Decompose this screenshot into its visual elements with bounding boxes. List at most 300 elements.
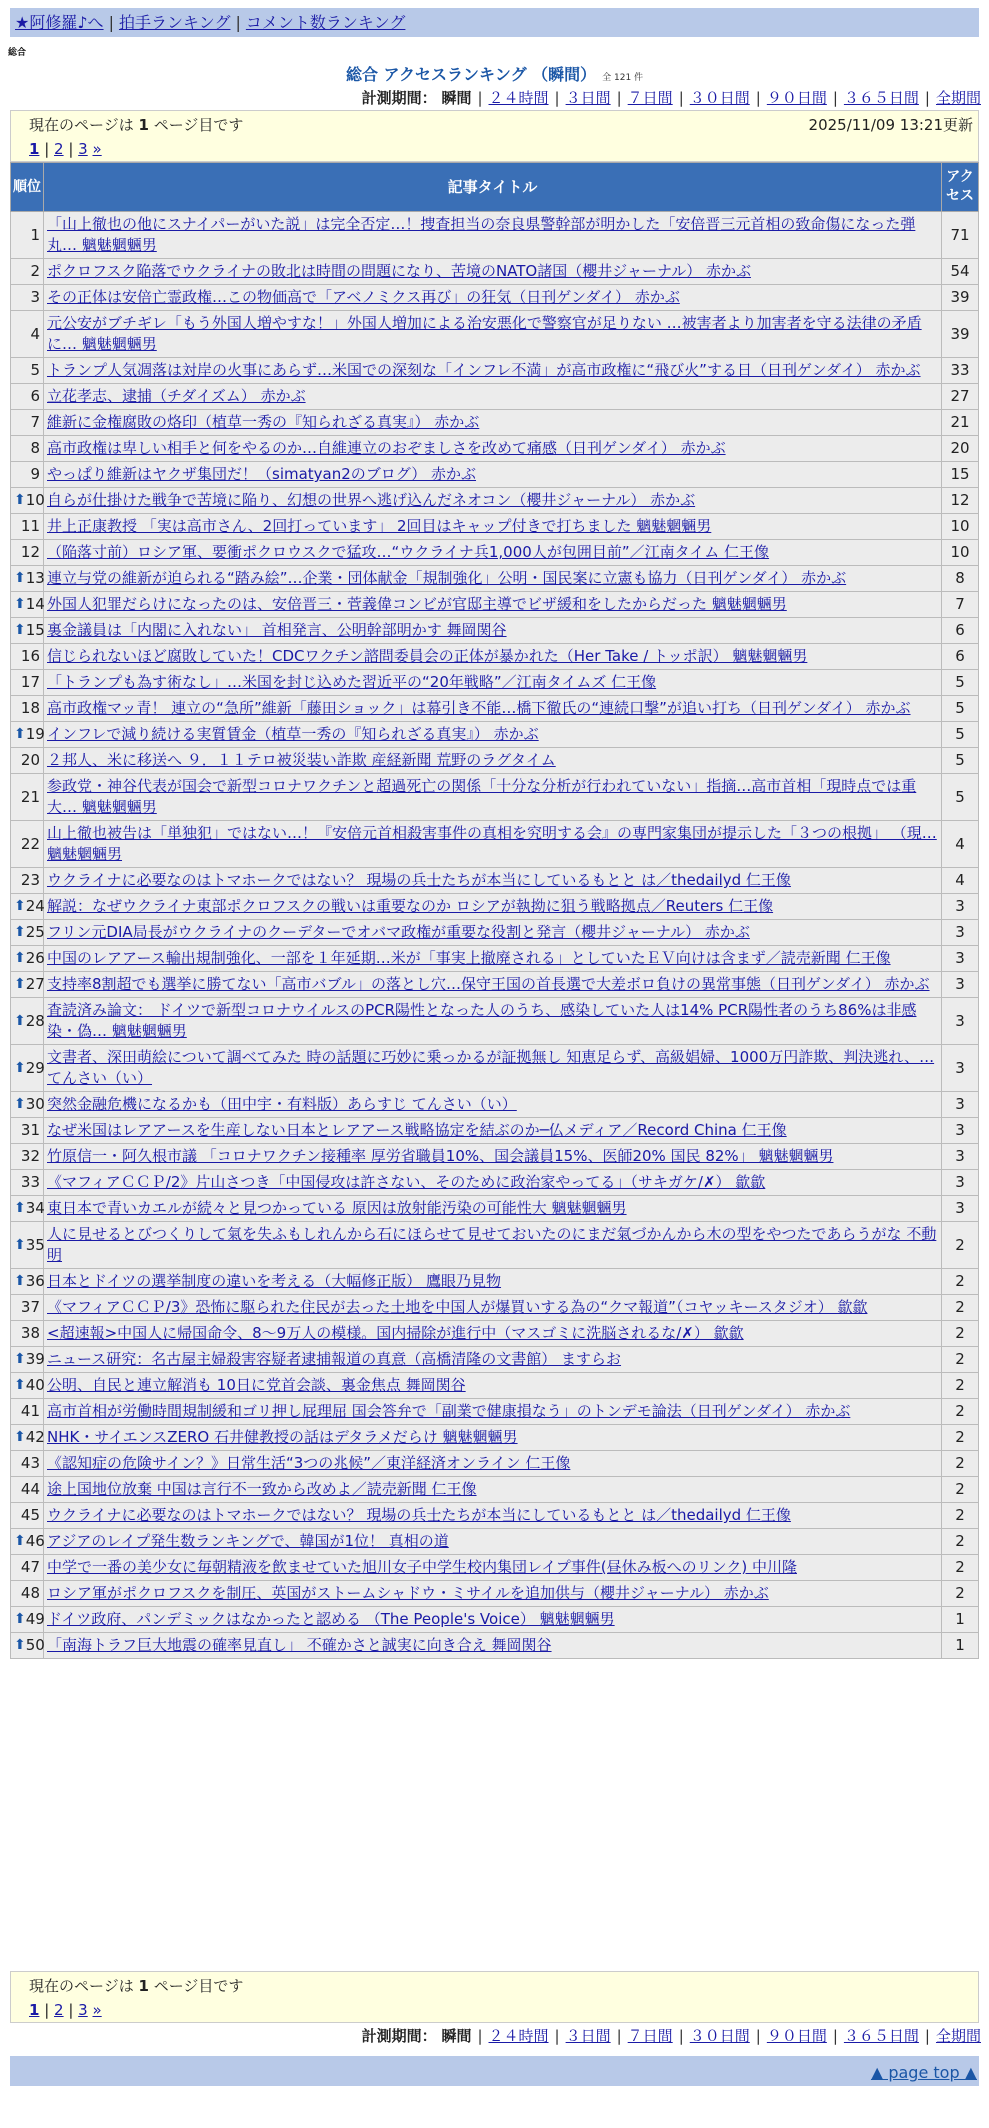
title-cell [44, 1269, 942, 1295]
page-info-top [10, 110, 979, 162]
table-row [11, 1581, 979, 1607]
rank-number: 1 [30, 225, 40, 244]
page-link-2[interactable]: 2 [54, 2001, 64, 2019]
title-cell [44, 1222, 942, 1269]
rank-cell [11, 1399, 44, 1425]
rank-up-arrow-icon: ⬆ [14, 1377, 26, 1393]
rank-cell [11, 1144, 44, 1170]
rank-number: 3 [30, 288, 40, 306]
rank-cell [11, 920, 44, 946]
rank-number: 14 [25, 595, 45, 613]
access-count: 2 [942, 1295, 979, 1321]
rank-cell [11, 1555, 44, 1581]
article-title-link[interactable]: 「山上徹也の他にスナイパーがいた説」は完全否定…！捜査担当の奈良県警幹部が明かした「安倍晋三元首相の致命傷になった弾丸… 魑魅魍魎男 [47, 215, 916, 254]
article-title-link[interactable]: 山上徹也被告は「単独犯」ではない…！『安倍元首相殺害事件の真相を究明する会』の専門家集団が提示した「３つの根拠」 （現… 魑魅魍魎男 [47, 824, 937, 863]
table-row [11, 722, 979, 748]
article-title-link[interactable]: 人に見せるとびつくりして氣を失ふもしれんから石にほらせて見せておいたのにまだ氣づかんから木の型をやつたであらうがな 不動明 [47, 1225, 937, 1264]
access-count: 2 [942, 1321, 979, 1347]
rank-number: 10 [25, 491, 45, 509]
title-cell [44, 1295, 942, 1321]
rank-number: 17 [20, 673, 40, 691]
rank-number: 13 [25, 569, 45, 587]
title-cell [44, 894, 942, 920]
period-link-90d[interactable]: ９０日間 [766, 2027, 827, 2045]
article-title-link[interactable]: ロシア軍がポクロフスクを制圧、英国がストームシャドウ・ミサイルを追加供与（櫻井ジャーナル） 赤かぶ [47, 1584, 769, 1602]
article-title-link[interactable]: 井上正康教授 「実は高市さん、2回打っています」 2回目はキャップ付きで打ちました 魑魅魍魎男 [47, 517, 712, 535]
rank-up-arrow-icon: ⬆ [14, 1236, 26, 1253]
rank-up-arrow-icon: ⬆ [14, 570, 26, 586]
rank-cell [11, 1607, 44, 1633]
rank-cell [11, 514, 44, 540]
table-row [11, 1321, 979, 1347]
page-next-link[interactable]: » [92, 2001, 102, 2019]
access-count: 2 [942, 1477, 979, 1503]
access-count: 27 [942, 384, 979, 410]
table-row [11, 1196, 979, 1222]
title-cell [44, 1399, 942, 1425]
access-count: 2 [942, 1347, 979, 1373]
title-cell [44, 1607, 942, 1633]
table-row [11, 1092, 979, 1118]
table-row [11, 436, 979, 462]
current-page-text-bottom: 現在のページは 1 ページ目です [29, 1977, 244, 1995]
table-row [11, 894, 979, 920]
rank-number: 12 [20, 543, 40, 561]
pagination-bottom: 1 | 2 | 3 » [29, 2001, 102, 2019]
article-title-link[interactable]: 中学で一番の美少女に毎朝精液を飲ませていた旭川女子中学生校内集団レイプ事件(昼休み板へのリンク) 中川隆 [47, 1558, 797, 1576]
rank-cell [11, 259, 44, 285]
article-title-link[interactable]: ウクライナに必要なのはトマホークではない？ 現場の兵士たちが本当にしているもとと は／thedailyd 仁王像 [47, 871, 791, 889]
period-current: 瞬間 [441, 2027, 472, 2045]
access-count: 4 [942, 821, 979, 868]
nav-link-ashura[interactable]: ★阿修羅♪へ [15, 13, 104, 32]
article-title-link[interactable]: 信じられないほど腐敗していた！CDCワクチン諮問委員会の正体が暴かれた（Her Take / トッポ訳） 魑魅魍魎男 [47, 647, 808, 665]
table-row [11, 1425, 979, 1451]
table-row [11, 514, 979, 540]
period-link-30d[interactable]: ３０日間 [689, 89, 750, 107]
rank-cell [11, 972, 44, 998]
title-cell [44, 1118, 942, 1144]
title-cell [44, 972, 942, 998]
title-cell [44, 358, 942, 384]
table-row [11, 868, 979, 894]
table-row [11, 384, 979, 410]
table-row [11, 1295, 979, 1321]
rank-number: 6 [30, 387, 40, 405]
title-cell [44, 1321, 942, 1347]
rank-number: 4 [30, 324, 40, 343]
access-count: 3 [942, 1196, 979, 1222]
article-title-link[interactable]: 文書者、深田萌絵について調べてみた 時の話題に巧妙に乗っかるが証拠無し 知恵足らず、高級娼婦、1000万円詐欺、判決逃れ、… てんさい（い） [47, 1048, 935, 1087]
title-cell [44, 748, 942, 774]
access-count: 3 [942, 946, 979, 972]
title-cell [44, 514, 942, 540]
rank-number: 46 [25, 1532, 45, 1550]
table-row [11, 1170, 979, 1196]
rank-number: 33 [20, 1173, 40, 1191]
access-count: 1 [942, 1607, 979, 1633]
article-title-link[interactable]: なぜ米国はレアアースを生産しない日本とレアアース戦略協定を結ぶのか─仏メディア／Record China 仁王像 [47, 1121, 787, 1139]
access-count: 10 [942, 514, 979, 540]
article-title-link[interactable]: ニュース研究：名古屋主婦殺害容疑者逮捕報道の真意（高橋清隆の文書館） ますらお [47, 1350, 622, 1368]
nav-link-applause-ranking[interactable]: 拍手ランキング [118, 13, 231, 32]
article-title-link[interactable]: 自らが仕掛けた戦争で苦境に陥り、幻想の世界へ逃げ込んだネオコン（櫻井ジャーナル） 赤かぶ [47, 491, 696, 509]
rank-number: 29 [25, 1058, 45, 1077]
access-count: 10 [942, 540, 979, 566]
article-title-link[interactable]: 途上国地位放棄 中国は言行不一致から改めよ／読売新聞 仁王像 [47, 1480, 477, 1498]
bottom-bar [10, 2056, 979, 2086]
pagination-top: 1 | 2 | 3 » [29, 140, 102, 158]
table-row [11, 774, 979, 821]
period-link-3d[interactable]: ３日間 [565, 2027, 611, 2045]
period-link-24h[interactable]: ２４時間 [488, 2027, 549, 2045]
table-row [11, 1347, 979, 1373]
article-title-link[interactable]: 高市政権は卑しい相手と何をやるのか…自維連立のおぞましさを改めて痛感（日刊ゲンダイ） 赤かぶ [47, 439, 726, 457]
title-cell [44, 1144, 942, 1170]
title-cell [44, 566, 942, 592]
period-label: 計測期間： [361, 89, 437, 107]
article-title-link[interactable]: 連立与党の維新が迫られる“踏み絵”…企業・団体献金「規制強化」公明・国民案に立憲も協力（日刊ゲンダイ） 赤かぶ [47, 569, 847, 587]
title-cell [44, 1196, 942, 1222]
table-row [11, 748, 979, 774]
article-title-link[interactable]: 日本とドイツの選挙制度の違いを考える（大幅修正版） 鷹眼乃見物 [47, 1272, 502, 1290]
rank-number: 34 [25, 1199, 45, 1217]
rank-cell [11, 618, 44, 644]
title-cell [44, 1092, 942, 1118]
rank-cell [11, 1118, 44, 1144]
title-cell [44, 462, 942, 488]
article-title-link[interactable]: 裏金議員は「内閣に入れない」 首相発言、公明幹部明かす 舞岡関谷 [47, 621, 507, 639]
access-count: 3 [942, 1045, 979, 1092]
rank-number: 41 [20, 1402, 40, 1420]
rank-number: 36 [25, 1272, 45, 1290]
access-count: 4 [942, 868, 979, 894]
rank-up-arrow-icon: ⬆ [14, 976, 26, 992]
title-cell [44, 868, 942, 894]
table-header-row [11, 163, 979, 212]
rank-up-arrow-icon: ⬆ [14, 1273, 26, 1289]
access-count: 39 [942, 285, 979, 311]
rank-number: 21 [20, 787, 40, 806]
period-link-90d[interactable]: ９０日間 [766, 89, 827, 107]
access-count: 3 [942, 1170, 979, 1196]
ranking-title [0, 62, 989, 85]
rank-number: 15 [25, 621, 45, 639]
access-count: 54 [942, 259, 979, 285]
access-count: 71 [942, 212, 979, 259]
article-title-link[interactable]: 東日本で青いカエルが続々と見つかっている 原因は放射能汚染の可能性大 魑魅魍魎男 [47, 1199, 627, 1217]
rank-number: 20 [20, 751, 40, 769]
access-count: 7 [942, 592, 979, 618]
page-link-1[interactable]: 1 [29, 2001, 40, 2019]
rank-cell [11, 410, 44, 436]
rank-number: 23 [20, 871, 40, 889]
access-count: 21 [942, 410, 979, 436]
rank-number: 11 [20, 517, 40, 535]
table-row [11, 998, 979, 1045]
article-title-link[interactable]: トランプ人気凋落は対岸の火事にあらず…米国での深刻な「インフレ不満」が高市政権に“飛び火”する日（日刊ゲンダイ） 赤かぶ [47, 361, 921, 379]
rank-cell [11, 1477, 44, 1503]
rank-up-arrow-icon: ⬆ [14, 898, 26, 914]
access-count: 2 [942, 1399, 979, 1425]
period-link-3d[interactable]: ３日間 [565, 89, 611, 107]
table-row [11, 285, 979, 311]
table-row [11, 1045, 979, 1092]
rank-number: 2 [30, 262, 40, 280]
rank-number: 28 [25, 1011, 45, 1030]
nav-separator: | [108, 13, 114, 32]
table-row [11, 259, 979, 285]
rank-cell [11, 1269, 44, 1295]
title-cell [44, 1581, 942, 1607]
page-top-link[interactable]: ▲ page top ▲ [870, 2063, 977, 2082]
period-link-30d[interactable]: ３０日間 [689, 2027, 750, 2045]
table-row [11, 920, 979, 946]
title-cell [44, 722, 942, 748]
period-link-365d[interactable]: ３６５日間 [843, 89, 919, 107]
access-count: 3 [942, 1144, 979, 1170]
page-next-link[interactable]: » [92, 140, 102, 158]
period-link-7d[interactable]: ７日間 [627, 89, 673, 107]
article-title-link[interactable]: 解説：なぜウクライナ東部ポクロフスクの戦いは重要なのか ロシアが執拗に狙う戦略拠点／Reuters 仁王像 [47, 897, 774, 915]
rank-cell [11, 1633, 44, 1659]
period-selector-top: 計測期間： 瞬間 | ２４時間 | ３日間 | ７日間 | ３０日間 | ９０日間 | ３６５日間 | 全期間 [361, 89, 981, 107]
title-cell [44, 436, 942, 462]
article-title-link[interactable]: インフレで減り続ける実質賃金（植草一秀の『知られざる真実』） 赤かぶ [47, 725, 539, 743]
table-row [11, 1118, 979, 1144]
page-link-3[interactable]: 3 [78, 2001, 88, 2019]
rank-up-arrow-icon: ⬆ [14, 1096, 26, 1112]
table-row [11, 972, 979, 998]
article-title-link[interactable]: 高市首相が労働時間規制緩和ゴリ押し屁理屈 国会答弁で「副業で健康損なう」のトンデモ論法（日刊ゲンダイ） 赤かぶ [47, 1402, 851, 1420]
table-row [11, 540, 979, 566]
title-cell [44, 618, 942, 644]
period-link-365d[interactable]: ３６５日間 [843, 2027, 919, 2045]
rank-cell [11, 722, 44, 748]
updated-timestamp: 2025/11/09 13:21更新 [808, 116, 973, 134]
table-row [11, 358, 979, 384]
article-title-link[interactable]: 元公安がブチギレ「もう外国人増やすな！」外国人増加による治安悪化で警察官が足りない …被害者より加害者を守る法律の矛盾に… 魑魅魍魎男 [47, 314, 922, 353]
rank-number: 19 [25, 725, 45, 743]
rank-cell [11, 311, 44, 358]
article-title-link[interactable]: やっぱり維新はヤクザ集団だ！（simatyan2のブログ） 赤かぶ [47, 465, 477, 483]
article-title-link[interactable]: 支持率8割超でも選挙に勝てない「高市バブル」の落とし穴…保守王国の首長選で大差ボロ負けの異常事態（日刊ゲンダイ） 赤かぶ [47, 975, 930, 993]
rank-cell [11, 1529, 44, 1555]
page-info-bottom [10, 1971, 979, 2023]
ranking-count: 全 121 件 [602, 73, 644, 83]
rank-number: 50 [25, 1636, 45, 1654]
article-title-link[interactable]: 《マフィアＣＣＰ/2》片山さつき「中国侵攻は許さない、そのために政治家やってる」（サキガケ/✗） 歙歙 [47, 1173, 766, 1191]
rank-cell [11, 821, 44, 868]
table-row [11, 1222, 979, 1269]
rank-cell [11, 1425, 44, 1451]
title-cell [44, 774, 942, 821]
access-count: 2 [942, 1425, 979, 1451]
rank-cell [11, 1222, 44, 1269]
rank-number: 5 [30, 361, 40, 379]
rank-up-arrow-icon: ⬆ [14, 1637, 26, 1653]
table-row [11, 670, 979, 696]
rank-cell [11, 488, 44, 514]
article-title-link[interactable]: 「トランプも為す術なし」…米国を封じ込めた習近平の“20年戦略”／江南タイムズ 仁王像 [47, 673, 657, 691]
rank-cell [11, 436, 44, 462]
article-title-link[interactable]: 公明、自民と連立解消も 10日に党首会談、裏金焦点 舞岡関谷 [47, 1376, 466, 1394]
access-count: 3 [942, 998, 979, 1045]
article-title-link[interactable]: 外国人犯罪だらけになったのは、安倍晋三・菅義偉コンビが官邸主導でビザ緩和をしたからだった 魑魅魍魎男 [47, 595, 787, 613]
rank-number: 8 [30, 439, 40, 457]
table-row [11, 821, 979, 868]
article-title-link[interactable]: （陥落寸前）ロシア軍、要衝ポクロウスクで猛攻…“ウクライナ兵1,000人が包囲目前”／江南タイム 仁王像 [47, 543, 770, 561]
title-cell [44, 946, 942, 972]
rank-up-arrow-icon: ⬆ [14, 726, 26, 742]
access-count: 5 [942, 670, 979, 696]
rank-cell [11, 998, 44, 1045]
rank-cell [11, 1196, 44, 1222]
rank-cell [11, 670, 44, 696]
article-title-link[interactable]: 査読済み論文： ドイツで新型コロナウイルスのPCR陽性となった人のうち、感染していた人は14% PCR陽性者のうち86%は非感染・偽… 魑魅魍魎男 [47, 1001, 917, 1040]
rank-number: 22 [20, 834, 40, 853]
title-cell [44, 311, 942, 358]
article-title-link[interactable]: フリン元DIA局長がウクライナのクーデターでオバマ政権が重要な役割と発言（櫻井ジャーナル） 赤かぶ [47, 923, 750, 941]
period-selector-bottom: 計測期間： 瞬間 | ２４時間 | ３日間 | ７日間 | ３０日間 | ９０日間 | ３６５日間 | 全期間 [361, 2027, 981, 2045]
rank-cell [11, 946, 44, 972]
rank-number: 42 [25, 1428, 45, 1446]
page-link-1[interactable]: 1 [29, 140, 40, 158]
rank-number: 27 [25, 975, 45, 993]
title-cell [44, 259, 942, 285]
title-cell [44, 998, 942, 1045]
period-label: 計測期間： [361, 2027, 437, 2045]
rank-number: 16 [20, 647, 40, 665]
access-count: 2 [942, 1503, 979, 1529]
rank-cell [11, 462, 44, 488]
access-count: 39 [942, 311, 979, 358]
table-row [11, 566, 979, 592]
article-title-link[interactable]: 竹原信一・阿久根市議 「コロナワクチン接種率 厚労省職員10%、国会議員15%、医師20% 国民 82%」 魑魅魍魎男 [47, 1147, 834, 1165]
access-count: 5 [942, 774, 979, 821]
article-title-link[interactable]: ウクライナに必要なのはトマホークではない？ 現場の兵士たちが本当にしているもとと は／thedailyd 仁王像 [47, 1506, 791, 1524]
title-cell [44, 1170, 942, 1196]
article-title-link[interactable]: 中国のレアアース輸出規制強化、一部を１年延期…米が「事実上撤廃される」としていたＥＶ向けは含まず／読売新聞 仁王像 [47, 949, 891, 967]
page-link-3[interactable]: 3 [78, 140, 88, 158]
title-cell [44, 1045, 942, 1092]
rank-number: 30 [25, 1095, 45, 1113]
access-count: 3 [942, 1092, 979, 1118]
rank-number: 24 [25, 897, 45, 915]
period-link-7d[interactable]: ７日間 [627, 2027, 673, 2045]
article-title-link[interactable]: NHK・サイエンスZERO 石井健教授の話はデタラメだらけ 魑魅魍魎男 [47, 1428, 518, 1446]
rank-cell [11, 358, 44, 384]
rank-cell [11, 384, 44, 410]
rank-number: 37 [20, 1298, 40, 1316]
table-row [11, 1633, 979, 1659]
table-row [11, 1503, 979, 1529]
ranking-title-text: 総合 アクセスランキング （瞬間） [345, 65, 597, 84]
header-title: 記事タイトル [44, 163, 942, 212]
article-title-link[interactable]: 《マフィアＣＣＰ/3》恐怖に駆られた住民が去った土地を中国人が爆買いする為の“クマ報道”（コヤッキースタジオ） 歙歙 [47, 1298, 868, 1316]
rank-cell [11, 644, 44, 670]
rank-cell [11, 592, 44, 618]
period-link-all[interactable]: 全期間 [935, 89, 981, 107]
access-count: 33 [942, 358, 979, 384]
period-link-24h[interactable]: ２４時間 [488, 89, 549, 107]
article-title-link[interactable]: 突然金融危機になるかも（田中宇・有料版）あらすじ てんさい（い） [47, 1095, 517, 1113]
access-count: 2 [942, 1581, 979, 1607]
article-title-link[interactable]: ポクロフスク陥落でウクライナの敗北は時間の問題になり、苦境のNATO諸国（櫻井ジャーナル） 赤かぶ [47, 262, 751, 280]
period-link-all[interactable]: 全期間 [935, 2027, 981, 2045]
rank-cell [11, 1321, 44, 1347]
title-cell [44, 540, 942, 566]
rank-number: 31 [20, 1121, 40, 1139]
title-cell [44, 384, 942, 410]
nav-separator: | [235, 13, 241, 32]
article-title-link[interactable]: 立花孝志、逮捕（チダイズム） 赤かぶ [47, 387, 306, 405]
article-title-link[interactable]: 《認知症の危険サイン？》日常生活“3つの兆候”／東洋経済オンライン 仁王像 [47, 1454, 571, 1472]
title-cell [44, 1633, 942, 1659]
rank-number: 32 [20, 1147, 40, 1165]
article-title-link[interactable]: 維新に金権腐敗の烙印（植草一秀の『知られざる真実』） 赤かぶ [47, 413, 480, 431]
title-cell [44, 1425, 942, 1451]
access-count: 2 [942, 1529, 979, 1555]
article-title-link[interactable]: 参政党・神谷代表が国会で新型コロナワクチンと超過死亡の関係「十分な分析が行われていない」指摘…高市首相「現時点では重大… 魑魅魍魎男 [47, 777, 917, 816]
title-cell [44, 592, 942, 618]
rank-cell [11, 540, 44, 566]
table-row [11, 488, 979, 514]
article-title-link[interactable]: その正体は安倍亡霊政権…この物価高で「アベノミクス再び」の狂気（日刊ゲンダイ） 赤かぶ [47, 288, 680, 306]
header-access: アクセス [942, 163, 979, 212]
article-title-link[interactable]: <超速報>中国人に帰国命令、8〜9万人の模様。国内掃除が進行中（マスゴミに洗脳されるな/✗） 歙歙 [47, 1324, 744, 1342]
table-row [11, 1451, 979, 1477]
access-count: 6 [942, 618, 979, 644]
top-nav-bar [10, 8, 979, 37]
title-cell [44, 1373, 942, 1399]
article-title-link[interactable]: アジアのレイプ発生数ランキングで、韓国が1位！ 真相の道 [47, 1532, 449, 1550]
rank-cell [11, 1170, 44, 1196]
rank-number: 38 [20, 1324, 40, 1342]
rank-up-arrow-icon: ⬆ [14, 1611, 26, 1627]
rank-cell [11, 212, 44, 259]
current-page-text: 現在のページは 1 ページ目です [29, 116, 244, 134]
article-title-link[interactable]: ドイツ政府、パンデミックはなかったと認める （The People's Voice） 魑魅魍魎男 [47, 1610, 615, 1628]
rank-number: 9 [30, 465, 40, 483]
rank-cell [11, 285, 44, 311]
rank-up-arrow-icon: ⬆ [14, 924, 26, 940]
access-count: 2 [942, 1222, 979, 1269]
article-title-link[interactable]: 「南海トラフ巨大地震の確率見直し」 不確かさと誠実に向き合え 舞岡関谷 [47, 1636, 552, 1654]
title-cell [44, 1555, 942, 1581]
article-title-link[interactable]: ２邦人、米に移送へ ９．１１テロ被災装い詐欺 産経新聞 荒野のラグタイム [47, 751, 556, 769]
access-count: 15 [942, 462, 979, 488]
access-count: 2 [942, 1269, 979, 1295]
access-count: 20 [942, 436, 979, 462]
rank-cell [11, 1347, 44, 1373]
rank-up-arrow-icon: ⬆ [14, 950, 26, 966]
rank-up-arrow-icon: ⬆ [14, 1351, 26, 1367]
title-cell [44, 920, 942, 946]
rank-cell [11, 1581, 44, 1607]
ranking-table [10, 162, 979, 1659]
rank-up-arrow-icon: ⬆ [14, 1429, 26, 1445]
article-title-link[interactable]: 高市政権マッ青！ 連立の“急所”維新「藤田ショック」は幕引き不能…橋下徹氏の“連続口撃”が追い打ち（日刊ゲンダイ） 赤かぶ [47, 699, 911, 717]
nav-link-comment-ranking[interactable]: コメント数ランキング [245, 13, 406, 32]
rank-up-arrow-icon: ⬆ [14, 492, 26, 508]
page-link-2[interactable]: 2 [54, 140, 64, 158]
table-row [11, 644, 979, 670]
rank-number: 40 [25, 1376, 45, 1394]
rank-up-arrow-icon: ⬆ [14, 1533, 26, 1549]
rank-number: 35 [25, 1235, 45, 1254]
table-row [11, 1555, 979, 1581]
